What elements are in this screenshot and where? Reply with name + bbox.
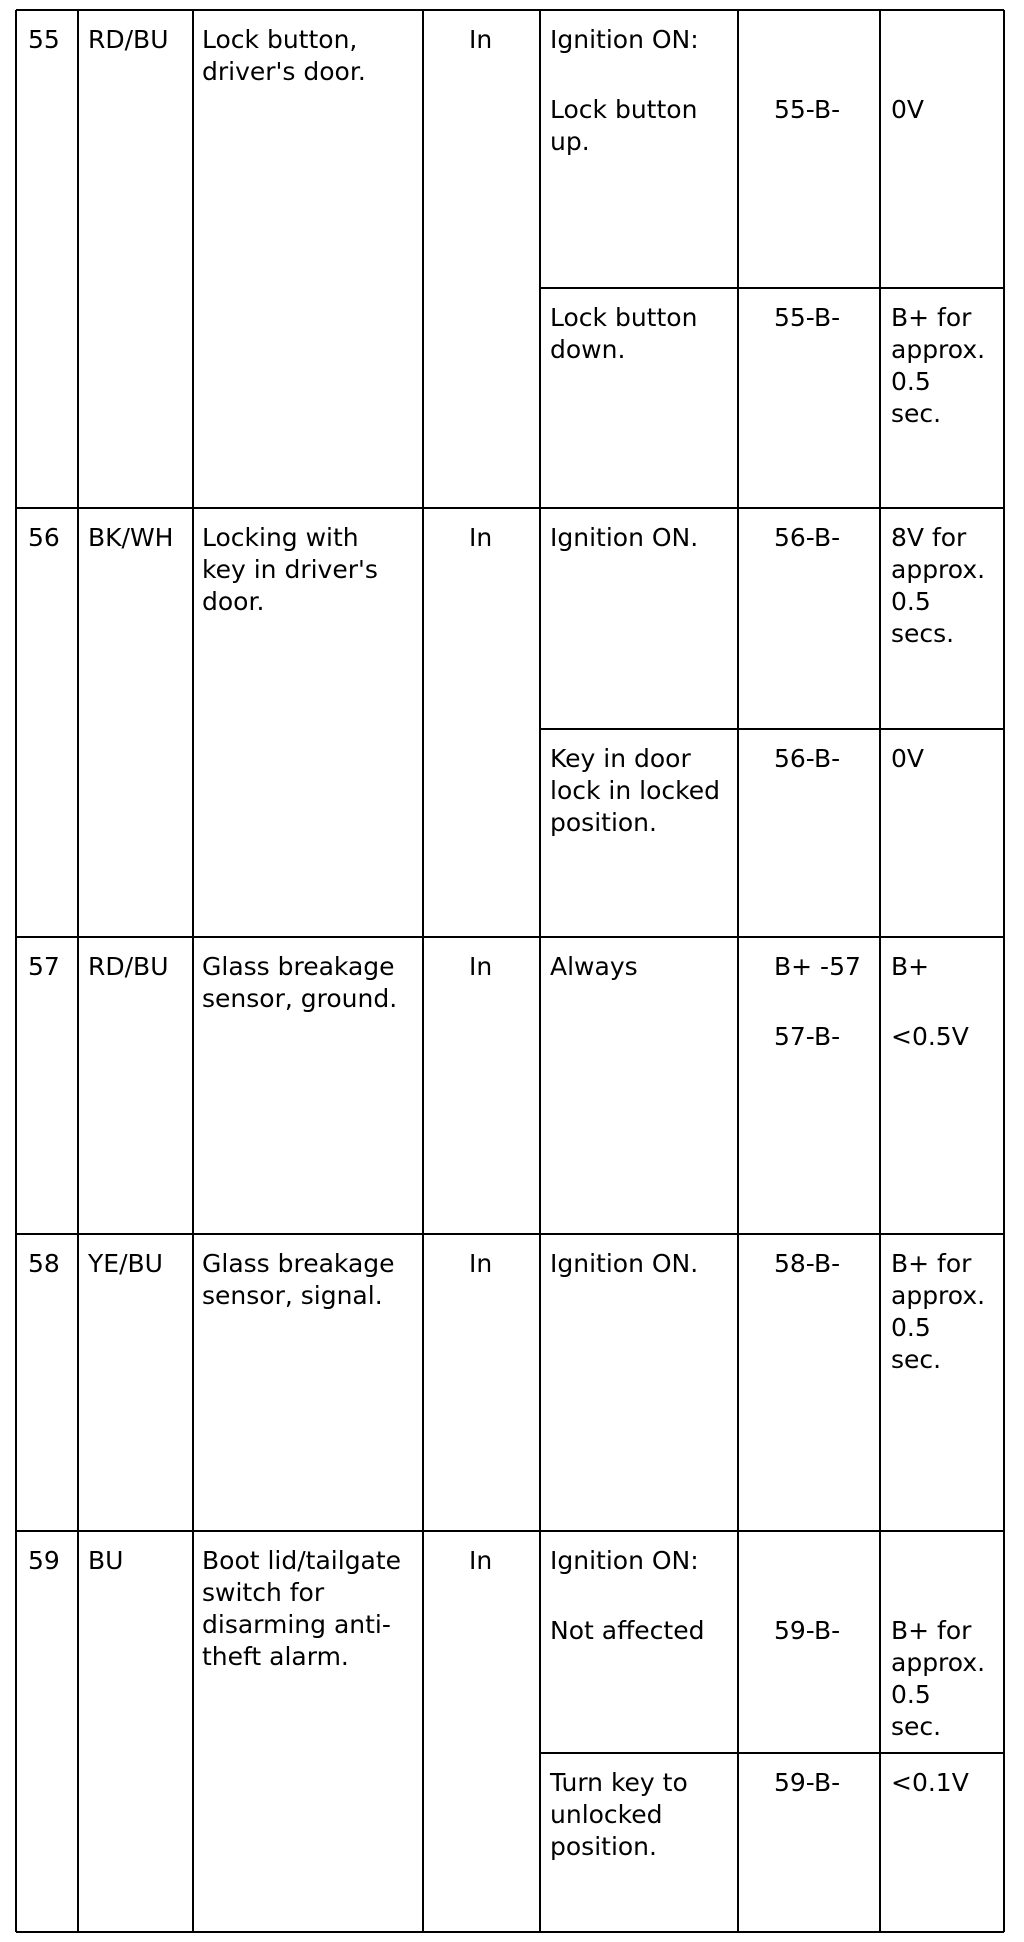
test-condition-line: Ignition ON.: [550, 1249, 699, 1278]
test-condition: [550, 743, 720, 839]
measure-point-line: 56-B-: [774, 744, 841, 773]
pin-number: 58: [28, 1249, 60, 1278]
test-condition-line: Lock button: [550, 303, 698, 332]
measure-point: [774, 743, 840, 775]
measure-point-line: 56-B-: [774, 523, 841, 552]
expected-value: [891, 1615, 985, 1743]
pin-number: 56: [28, 523, 60, 552]
measure-point: [774, 94, 840, 126]
pin-description-line: theft alarm.: [202, 1642, 349, 1671]
expected-value-line: B+: [891, 952, 930, 981]
expected-value-line: <0.1V: [891, 1768, 969, 1797]
test-condition: [550, 951, 638, 983]
pin-description: [202, 1545, 401, 1673]
signal-direction: In: [469, 25, 493, 54]
expected-value: [891, 951, 969, 1053]
expected-value-line: 8V for: [891, 523, 967, 552]
measure-point: [774, 302, 840, 334]
test-condition-line: Ignition ON:: [550, 25, 699, 54]
pin-description-line: disarming anti-: [202, 1610, 391, 1639]
test-condition-line: Ignition ON.: [550, 523, 699, 552]
expected-value-line: approx.: [891, 555, 986, 584]
test-condition-line: Always: [550, 952, 638, 981]
measure-point: [774, 951, 861, 1053]
test-condition-line: lock in locked: [550, 776, 720, 805]
measure-point-line: 59-B-: [774, 1768, 841, 1797]
expected-value: [891, 1767, 969, 1799]
expected-value: [891, 94, 924, 126]
pin-description-line: Lock button,: [202, 25, 358, 54]
pin-description: [202, 522, 378, 618]
measure-point-line: 59-B-: [774, 1616, 841, 1645]
signal-direction: In: [469, 1249, 493, 1278]
pin-description: [202, 24, 366, 88]
test-condition-line: down.: [550, 335, 626, 364]
test-condition-line: up.: [550, 127, 590, 156]
expected-value-line: secs.: [891, 619, 955, 648]
expected-value: [891, 1248, 985, 1376]
test-condition-line: Ignition ON:: [550, 1546, 699, 1575]
measure-point: [774, 1248, 840, 1280]
measure-point: [774, 1767, 840, 1799]
pin-description-line: sensor, ground.: [202, 984, 398, 1013]
pin-number: 59: [28, 1546, 60, 1575]
signal-direction: In: [469, 523, 493, 552]
expected-value-line: approx.: [891, 335, 986, 364]
test-condition-line: position.: [550, 808, 657, 837]
measure-point-line: 58-B-: [774, 1249, 841, 1278]
test-condition-line: Not affected: [550, 1616, 705, 1645]
pin-description-line: sensor, signal.: [202, 1281, 383, 1310]
expected-value-line: approx.: [891, 1648, 986, 1677]
pin-description: [202, 951, 397, 1015]
expected-value: [891, 743, 924, 775]
test-condition: [550, 24, 699, 158]
pin-description-line: driver's door.: [202, 57, 366, 86]
measure-point-line: 57-B-: [774, 1022, 841, 1051]
expected-value-line: 0.5: [891, 1680, 931, 1709]
expected-value: [891, 522, 985, 650]
test-condition-line: Lock button: [550, 95, 698, 124]
expected-value-line: B+ for: [891, 303, 972, 332]
wire-color: BK/WH: [88, 523, 174, 552]
signal-direction: In: [469, 1546, 493, 1575]
pin-description-line: switch for: [202, 1578, 325, 1607]
measure-point-line: 55-B-: [774, 303, 841, 332]
test-condition-line: Turn key to: [550, 1768, 688, 1797]
expected-value-line: B+ for: [891, 1249, 972, 1278]
expected-value-line: sec.: [891, 399, 942, 428]
test-condition-line: Key in door: [550, 744, 691, 773]
pin-description-line: door.: [202, 587, 265, 616]
pin-description-line: Locking with: [202, 523, 359, 552]
pin-description-line: Glass breakage: [202, 952, 395, 981]
signal-direction: In: [469, 952, 493, 981]
expected-value-line: sec.: [891, 1712, 942, 1741]
measure-point-line: B+ -57: [774, 952, 861, 981]
wire-color: BU: [88, 1546, 124, 1575]
test-condition-line: position.: [550, 1832, 657, 1861]
test-condition: [550, 1248, 698, 1280]
expected-value: [891, 302, 985, 430]
expected-value-line: B+ for: [891, 1616, 972, 1645]
expected-value-line: 0.5: [891, 587, 931, 616]
expected-value-line: 0.5: [891, 1313, 931, 1342]
measure-point: [774, 522, 840, 554]
wire-color: RD/BU: [88, 952, 169, 981]
test-condition: [550, 1545, 704, 1647]
pin-description-line: Glass breakage: [202, 1249, 395, 1278]
pin-number: 57: [28, 952, 60, 981]
pin-description-line: key in driver's: [202, 555, 378, 584]
test-condition: [550, 302, 697, 366]
expected-value-line: 0V: [891, 744, 925, 773]
expected-value-line: approx.: [891, 1281, 986, 1310]
expected-value-line: 0V: [891, 95, 925, 124]
wire-color: YE/BU: [88, 1249, 163, 1278]
pin-description: [202, 1248, 395, 1312]
test-condition-line: [550, 56, 699, 94]
test-condition: [550, 522, 698, 554]
expected-value-line: sec.: [891, 1345, 942, 1374]
measure-point: [774, 1615, 840, 1647]
test-condition-line: unlocked: [550, 1800, 663, 1829]
measure-point-line: 55-B-: [774, 95, 841, 124]
expected-value-line: <0.5V: [891, 1022, 969, 1051]
test-condition-line: [550, 1577, 704, 1615]
pin-description-line: Boot lid/tailgate: [202, 1546, 402, 1575]
wire-color: RD/BU: [88, 25, 169, 54]
expected-value-line: 0.5: [891, 367, 931, 396]
test-condition: [550, 1767, 688, 1863]
pin-number: 55: [28, 25, 60, 54]
